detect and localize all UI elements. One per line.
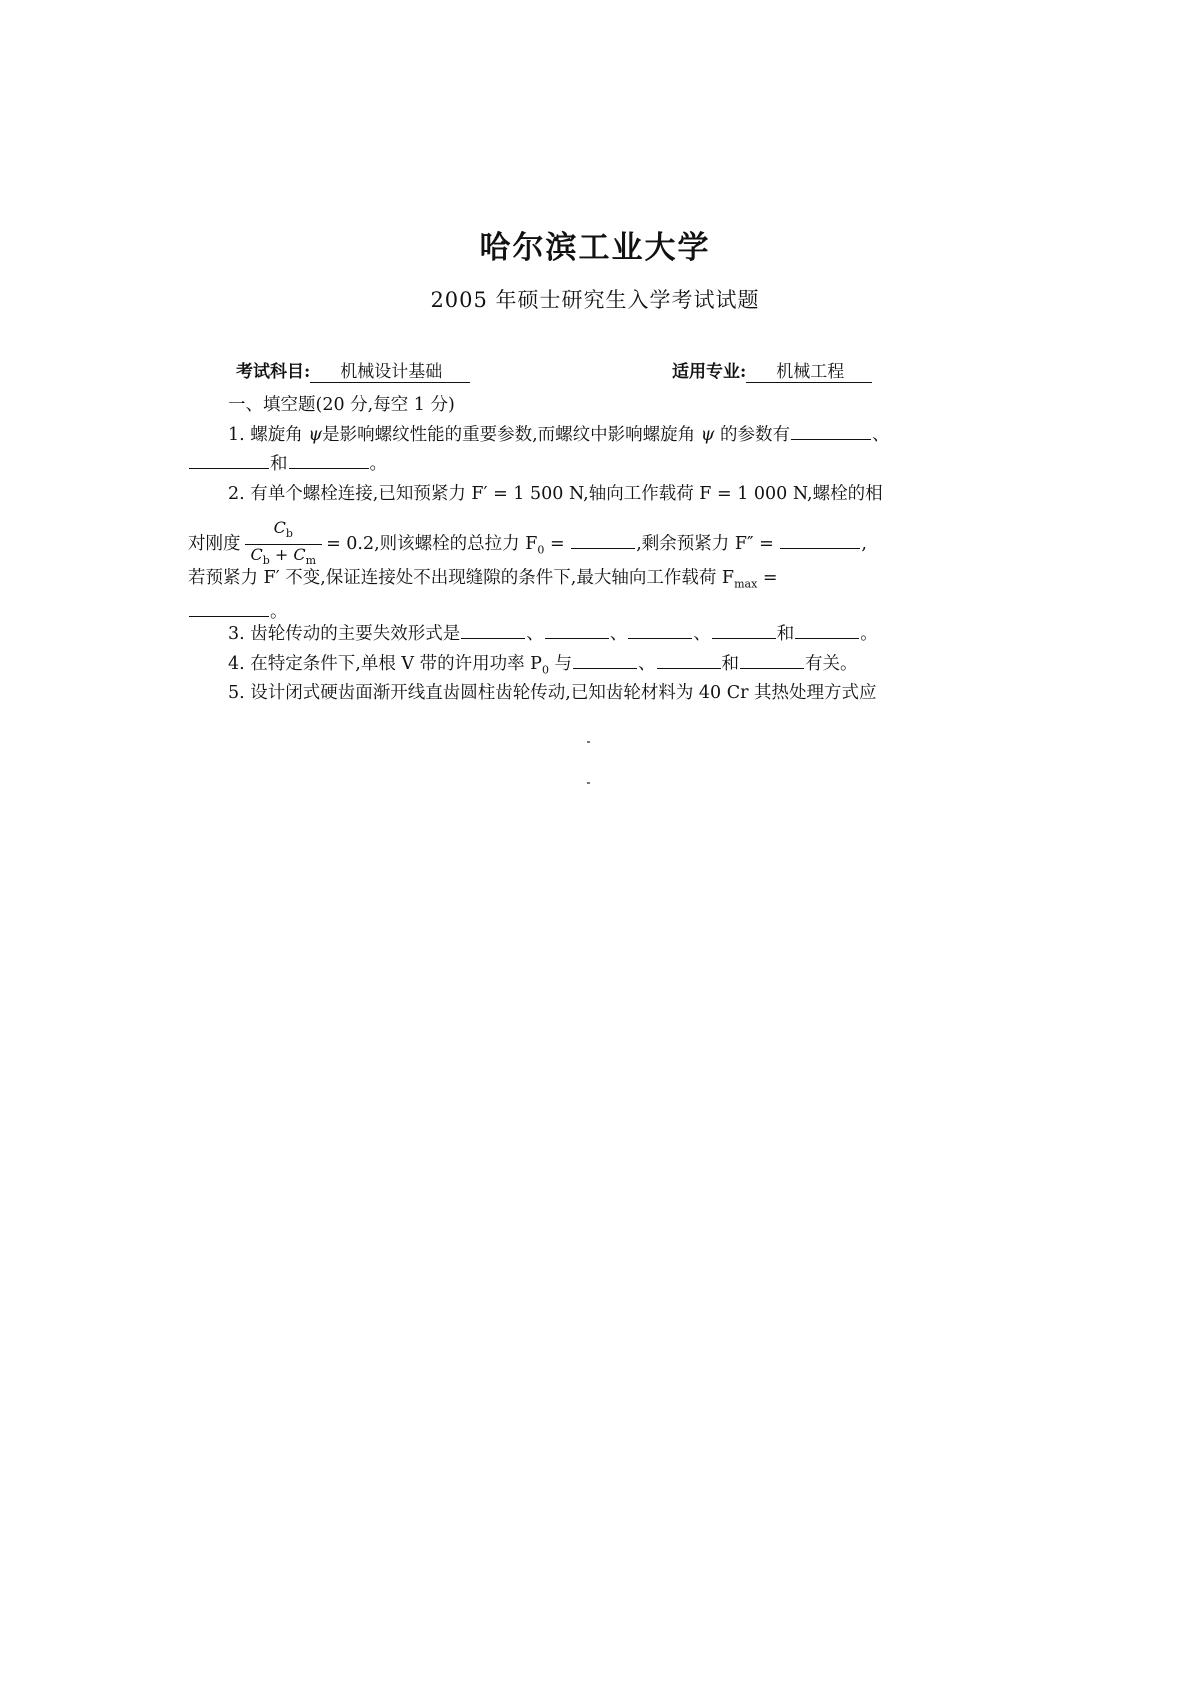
answer-blank[interactable]	[189, 602, 269, 617]
q2-comma: ,	[861, 534, 867, 555]
question-2-line-3: 若预紧力 F′ 不变,保证连接处不出现缝隙的条件下,最大轴向工作载荷 $F_{max}$ =	[188, 568, 778, 591]
q2-text-a: 对刚度	[188, 534, 241, 555]
q1-and: 和	[270, 454, 288, 474]
section-heading: 一、填空题(20 分,每空 1 分)	[228, 395, 455, 415]
q1-end: 。	[369, 454, 387, 474]
answer-blank[interactable]	[795, 624, 859, 639]
answer-blank[interactable]	[545, 624, 609, 639]
scan-speck	[587, 782, 590, 784]
q1-text-c: 的参数有	[720, 425, 791, 445]
subject-value: 机械设计基础	[310, 357, 470, 383]
q2-text-c: =	[544, 534, 565, 555]
answer-blank[interactable]	[573, 654, 637, 669]
q2-text-line3: 若预紧力 F′ 不变,保证连接处不出现缝隙的条件下,最大轴向工作载荷 F	[188, 568, 735, 588]
fraction-numerator: $C_b$	[245, 518, 323, 545]
applicable-major	[672, 357, 872, 383]
fraction-denominator: $C_b + C_m$	[250, 545, 317, 568]
question-2-line-2: 对刚度 $\frac{C_b}{C_b + C_m}$ = 0.2,则该螺栓的总拉力 $F_0$ = ,剩余预紧力 F″ = ,	[188, 518, 867, 573]
relative-stiffness-fraction	[245, 518, 323, 571]
question-2-line-4	[188, 600, 288, 624]
question-2-line-1: 2. 有单个螺栓连接,已知预紧力 F′ = 1 500 N,轴向工作载荷 F = 1 000 N,螺栓的相	[228, 484, 883, 504]
answer-blank[interactable]	[289, 454, 369, 469]
exam-subject	[236, 357, 470, 383]
q2-text-b: = 0.2,则该螺栓的总拉力 F	[326, 534, 538, 555]
q1-psi-symbol: ψ	[308, 425, 323, 445]
q3-text: 3. 齿轮传动的主要失效形式是	[228, 624, 461, 644]
scan-speck	[587, 741, 590, 743]
question-4: 4. 在特定条件下,单根 V 带的许用功率 $P_0$ 与 、 和 有关。	[228, 654, 858, 677]
q1-text-b: 是影响螺纹性能的重要参数,而螺纹中影响螺旋角	[322, 425, 696, 445]
q1-text-a: 1. 螺旋角	[228, 425, 303, 445]
exam-title: 2005 年硕士研究生入学考试试题	[430, 288, 760, 312]
major-value: 机械工程	[746, 357, 872, 383]
q4-text: 4. 在特定条件下,单根 V 带的许用功率 P	[228, 654, 542, 674]
answer-blank[interactable]	[740, 654, 804, 669]
answer-blank[interactable]	[189, 454, 269, 469]
answer-blank[interactable]	[657, 654, 721, 669]
answer-blank[interactable]	[628, 624, 692, 639]
question-3: 3. 齿轮传动的主要失效形式是 、 、 、 和 。	[228, 624, 878, 644]
q1-separator: 、	[872, 425, 890, 445]
answer-blank[interactable]	[461, 624, 525, 639]
q2-end: 。	[270, 602, 288, 622]
question-5: 5. 设计闭式硬齿面渐开线直齿圆柱齿轮传动,已知齿轮材料为 40 Cr 其热处理方式应	[228, 683, 877, 703]
university-name: 哈尔滨工业大学	[479, 230, 711, 266]
major-label: 适用专业:	[672, 362, 747, 382]
answer-blank[interactable]	[712, 624, 776, 639]
question-1-line-1	[228, 423, 890, 447]
answer-blank[interactable]	[571, 534, 635, 549]
q2-text-d: ,剩余预紧力 F″ =	[636, 534, 774, 555]
question-1-line-2	[188, 452, 387, 476]
subject-label: 考试科目:	[236, 362, 311, 382]
answer-blank[interactable]	[791, 425, 871, 440]
answer-blank[interactable]	[780, 534, 860, 549]
q1-psi-symbol-2: ψ	[700, 425, 715, 445]
